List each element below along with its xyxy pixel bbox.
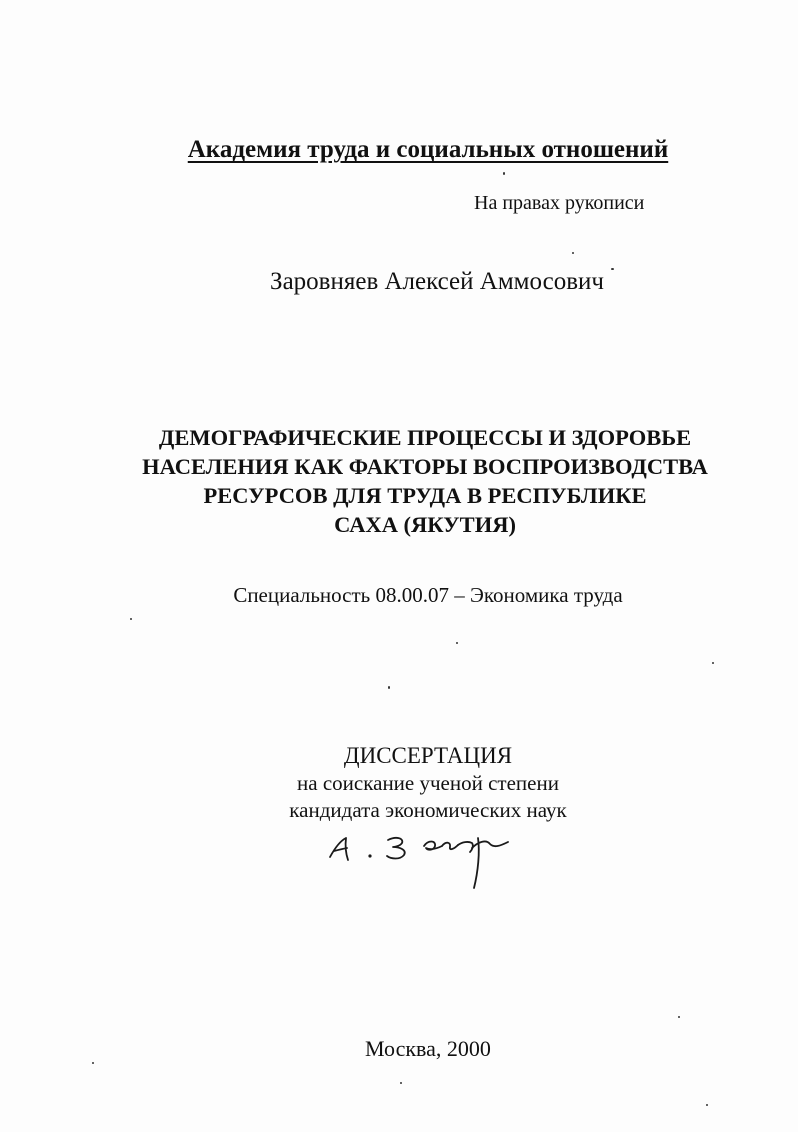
manuscript-note: На правах рукописи: [474, 192, 645, 214]
scan-speck: [611, 268, 614, 270]
scan-speck: [400, 1082, 402, 1084]
scan-speck: [503, 172, 505, 175]
title-line: НАСЕЛЕНИЯ КАК ФАКТОРЫ ВОСПРОИЗВОДСТВА: [142, 454, 708, 479]
scan-speck: [678, 1016, 680, 1018]
city-year: Москва, 2000: [365, 1036, 491, 1061]
degree-line-2: кандидата экономических наук: [289, 798, 567, 822]
scan-speck: [388, 686, 390, 689]
scan-speck: [456, 642, 458, 644]
degree-line-1: на соискание ученой степени: [297, 771, 559, 795]
scan-speck: [572, 252, 574, 254]
title-line: ДЕМОГРАФИЧЕСКИЕ ПРОЦЕССЫ И ЗДОРОВЬЕ: [158, 425, 692, 450]
institution-name: Академия труда и социальных отношений: [187, 136, 669, 163]
scan-speck: [712, 662, 714, 664]
dissertation-title: [0, 423, 798, 539]
scan-speck: [92, 1062, 94, 1064]
dissertation-degree-block: [0, 741, 798, 824]
scan-speck: [130, 618, 132, 620]
specialty-line: Специальность 08.00.07 – Экономика труда: [233, 583, 623, 607]
dissertation-heading: ДИССЕРТАЦИЯ: [343, 743, 513, 768]
scan-speck: [706, 1104, 708, 1106]
author-name: Заровняев Алексей Аммосович: [270, 268, 604, 295]
title-line: САХА (ЯКУТИЯ): [334, 512, 516, 537]
title-line: РЕСУРСОВ ДЛЯ ТРУДА В РЕСПУБЛИКЕ: [203, 483, 647, 508]
handwritten-signature: [318, 824, 528, 899]
